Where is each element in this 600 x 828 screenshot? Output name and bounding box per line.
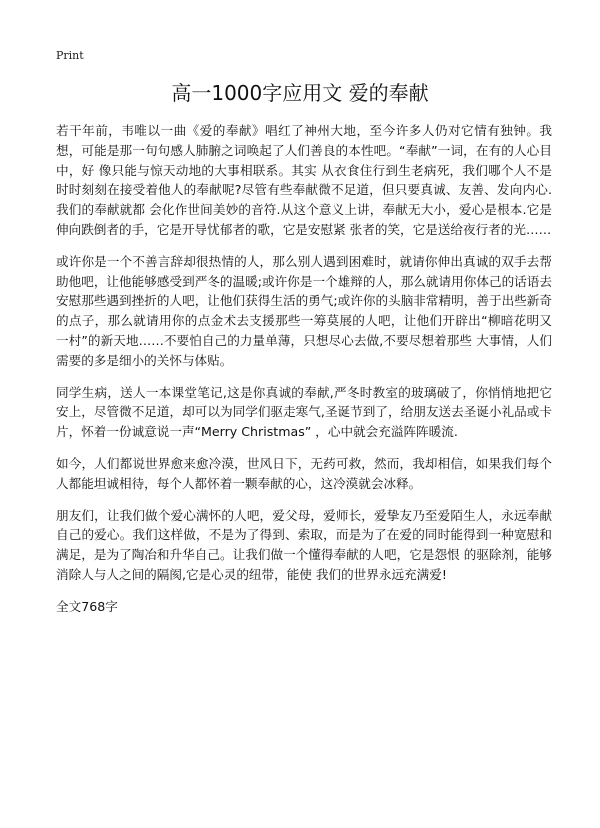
article-title: 高一1000字应用文 爱的奉献 (171, 81, 429, 105)
paragraph: 同学生病，送人一本课堂笔记,这是你真诚的奉献,严冬时教室的玻璃破了，你悄悄地把它安上，尽管微不足道，却可以为同学们驱走寒气,圣诞节到了，给朋友送去圣诞小礼品或卡片，怀着一份诚意说一声“Merry Christmas” ，心中就会充溢阵阵暖流. (56, 384, 552, 440)
paragraph: 朋友们，让我们做个爱心满怀的人吧，爱父母，爱师长，爱挚友乃至爱陌生人，永远奉献自己的爱心。我们这样做，不是为了得到、索取，而是为了在爱的同时能得到一种宽慰和满足，是为了陶冶和升华自己。让我们做一个懂得奉献的人吧，它是怨恨 的驱除剂，能够消除人与人之间的隔阂,它是心灵的纽带，能使 我们的世界永远充满爱! (56, 507, 552, 582)
paragraph: 若干年前，韦唯以一曲《爱的奉献》唱红了神州大地，至今许多人仍对它情有独钟。我想，可能是那一句句感人肺腑之词唤起了人们善良的本性吧。“奉献”一词，在有的人心目中，好 像只能与惊天动地的大事相联系。其实 从衣食住行到生老病死，我们哪个人不是时时刻刻在接受着他人的奉献呢?尽管有些奉献微不足道，但只要真诚、友善、发向内心.我们的奉献就都 会化作世间美妙的音符.从这个意义上讲，奉献无大小，爱心是根本.它是伸向跌倒者的手，它是开导忧郁者的歌，它是安慰紧 张者的笑，它是送给夜行者的光…… (56, 123, 552, 237)
article-body (56, 121, 552, 617)
word-count: 全文768字 (56, 598, 118, 614)
paragraph: 或许你是一个不善言辞却很热情的人，那么别人遇到困难时，就请你伸出真诚的双手去帮助他吧，让他能够感受到严冬的温暖;或许你是一个雄辩的人，那么就请用你体己的话语去安慰那些遇到挫折的人吧，让他们获得生活的勇气;或许你的头脑非常精明，善于出些新奇的点子，那么就请用你的点金术去支援那些一筹莫展的人吧，让他们开辟出“柳暗花明又一村”的新天地……不要怕自己的力量单薄，只想尽心去做,不要尽想着那些 大事情，人们需要的多是细小的关怀与体贴。 (56, 253, 552, 368)
print-link[interactable]: Print (56, 49, 84, 62)
paragraph: 如今，人们都说世界愈来愈冷漠，世风日下，无药可救，然而，我却相信，如果我们每个人都能坦诚相待，每个人都怀着一颗奉献的心，这冷漠就会冰释。 (56, 455, 552, 491)
